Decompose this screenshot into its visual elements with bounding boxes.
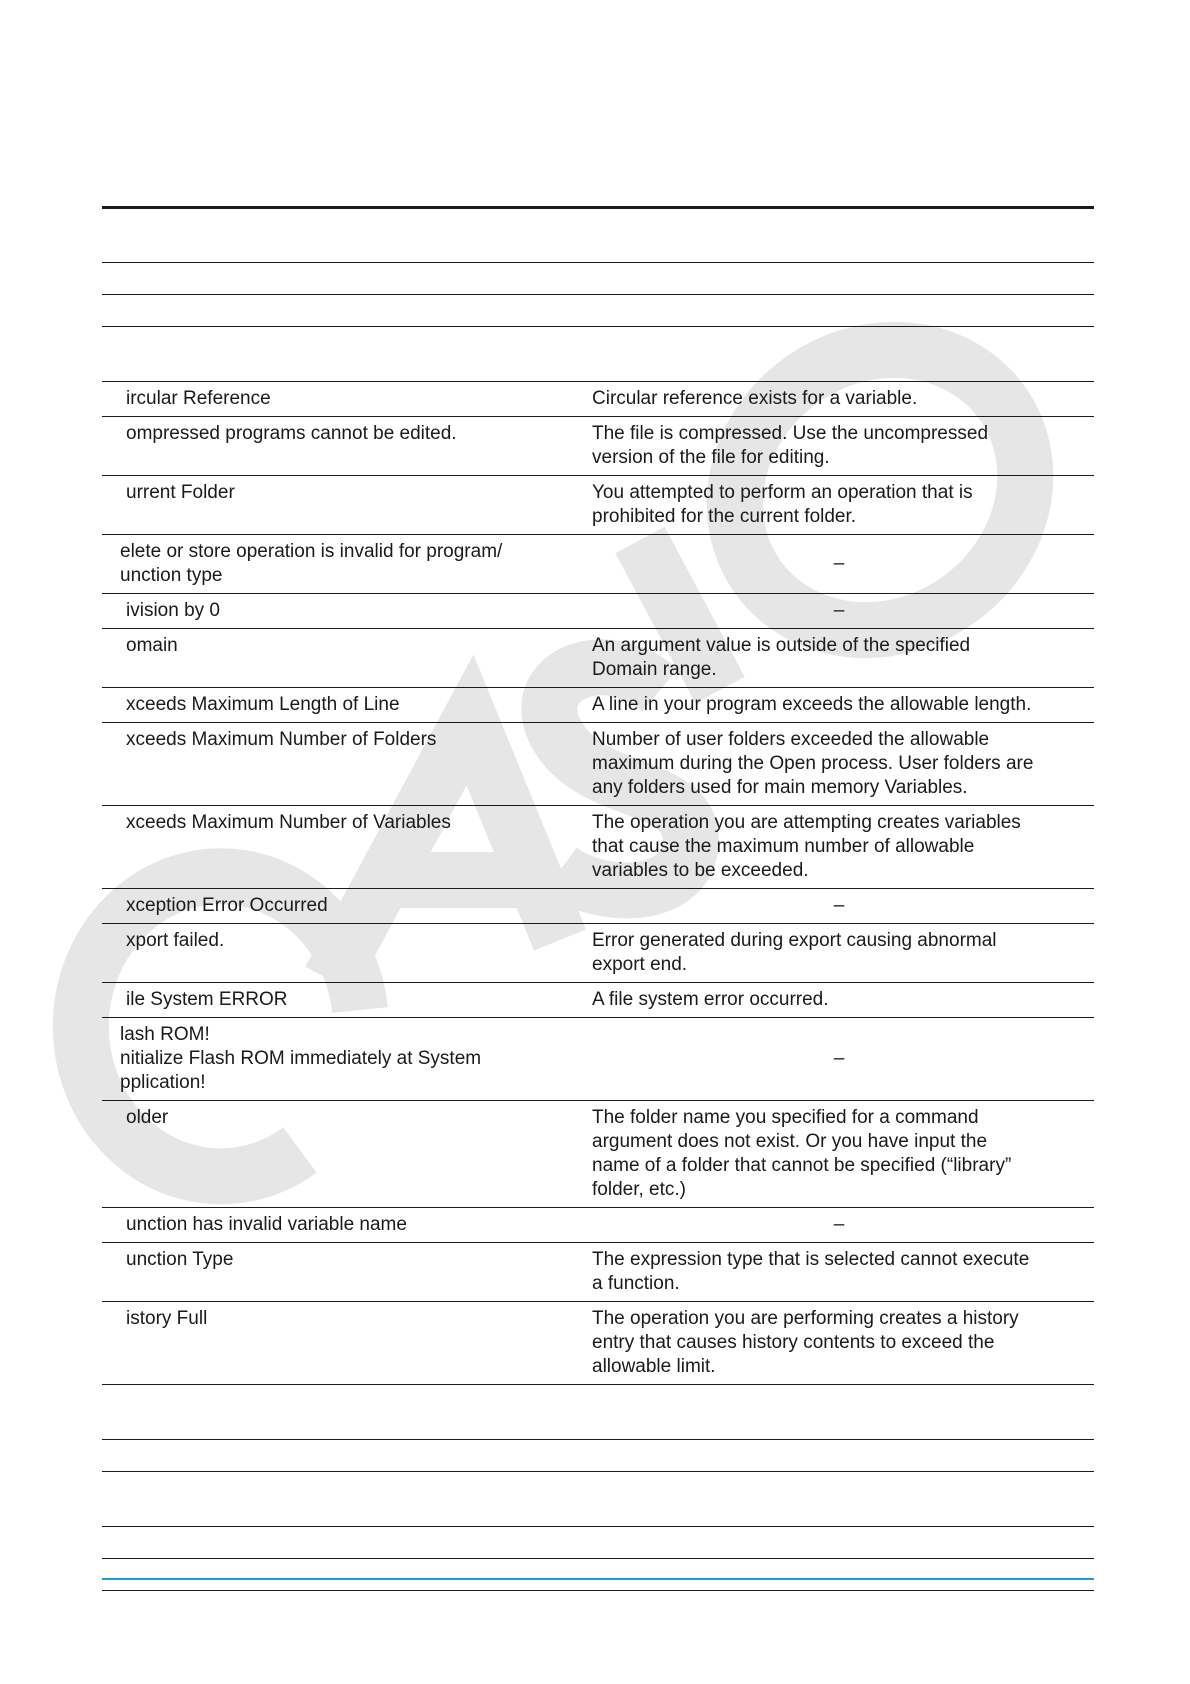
table-row — [102, 805, 1094, 888]
table-row — [102, 593, 1094, 628]
table-row — [102, 534, 1094, 593]
error-description: An argument value is outside of the specified Domain range. — [592, 635, 971, 680]
error-description: Number of user folders exceeded the allowable maximum during the Open process. User folders are any folders used for main memory Variables. — [592, 729, 1034, 798]
header-rule — [102, 206, 1094, 209]
table-row — [102, 687, 1094, 722]
error-message: ivision by 0 — [126, 600, 220, 621]
table-empty-row — [102, 1384, 1094, 1439]
error-description: The operation you are performing creates a history entry that causes history contents to exceed the allowable limit. — [592, 1308, 1019, 1377]
table-row — [102, 1207, 1094, 1242]
error-description: You attempted to perform an operation that is prohibited for the current folder. — [592, 482, 973, 527]
table-row — [102, 416, 1094, 475]
error-description: A file system error occurred. — [592, 989, 829, 1010]
error-description: Error generated during export causing abnormal export end. — [592, 930, 997, 975]
error-message-table — [102, 262, 1094, 1591]
table-header-row — [102, 262, 1094, 294]
error-message: xception Error Occurred — [126, 895, 328, 916]
table-row — [102, 888, 1094, 923]
table-empty-row — [102, 1558, 1094, 1590]
error-message: urrent Folder — [126, 482, 235, 503]
error-description: Circular reference exists for a variable. — [592, 388, 918, 409]
table-bottom-border — [102, 1590, 1094, 1591]
error-message: older — [126, 1107, 169, 1128]
error-message: ompressed programs cannot be edited. — [126, 423, 457, 444]
error-description: – — [833, 1214, 845, 1235]
table-empty-row — [102, 294, 1094, 326]
table-row — [102, 923, 1094, 982]
table-row — [102, 1017, 1094, 1100]
table-row — [102, 475, 1094, 534]
error-message: xceeds Maximum Length of Line — [126, 694, 400, 715]
error-message: omain — [126, 635, 178, 656]
error-description: – — [833, 895, 845, 916]
footer-accent-rule — [102, 1578, 1094, 1580]
error-message: ircular Reference — [126, 388, 271, 409]
error-description: The expression type that is selected cannot execute a function. — [592, 1249, 1030, 1294]
error-message: istory Full — [126, 1308, 208, 1329]
error-description: – — [833, 1048, 845, 1069]
table-empty-row — [102, 1526, 1094, 1558]
error-description: A line in your program exceeds the allowable length. — [592, 694, 1032, 715]
error-message: lash ROM! nitialize Flash ROM immediately at System pplication! — [120, 1024, 482, 1093]
error-description: The file is compressed. Use the uncompressed version of the file for editing. — [592, 423, 989, 468]
error-message: xport failed. — [126, 930, 225, 951]
table-row — [102, 628, 1094, 687]
error-message: xceeds Maximum Number of Folders — [126, 729, 437, 750]
table-row — [102, 722, 1094, 805]
error-message: xceeds Maximum Number of Variables — [126, 812, 451, 833]
error-message: elete or store operation is invalid for program/ unction type — [120, 541, 503, 586]
table-empty-row — [102, 326, 1094, 381]
error-description: – — [833, 553, 845, 574]
error-description: The folder name you specified for a command argument does not exist. Or you have input the name of a folder that cannot be specified (“library” folder, etc.) — [592, 1107, 1012, 1200]
table-empty-row — [102, 1471, 1094, 1526]
table-row — [102, 1301, 1094, 1384]
error-description: – — [833, 600, 845, 621]
table-row — [102, 982, 1094, 1017]
error-message: ile System ERROR — [126, 989, 288, 1010]
table-row — [102, 381, 1094, 416]
table-row — [102, 1100, 1094, 1207]
error-description: The operation you are attempting creates variables that cause the maximum number of allowable variables to be exceeded. — [592, 812, 1021, 881]
error-message: unction Type — [126, 1249, 234, 1270]
table-row — [102, 1242, 1094, 1301]
table-empty-row — [102, 1439, 1094, 1471]
error-message: unction has invalid variable name — [126, 1214, 407, 1235]
